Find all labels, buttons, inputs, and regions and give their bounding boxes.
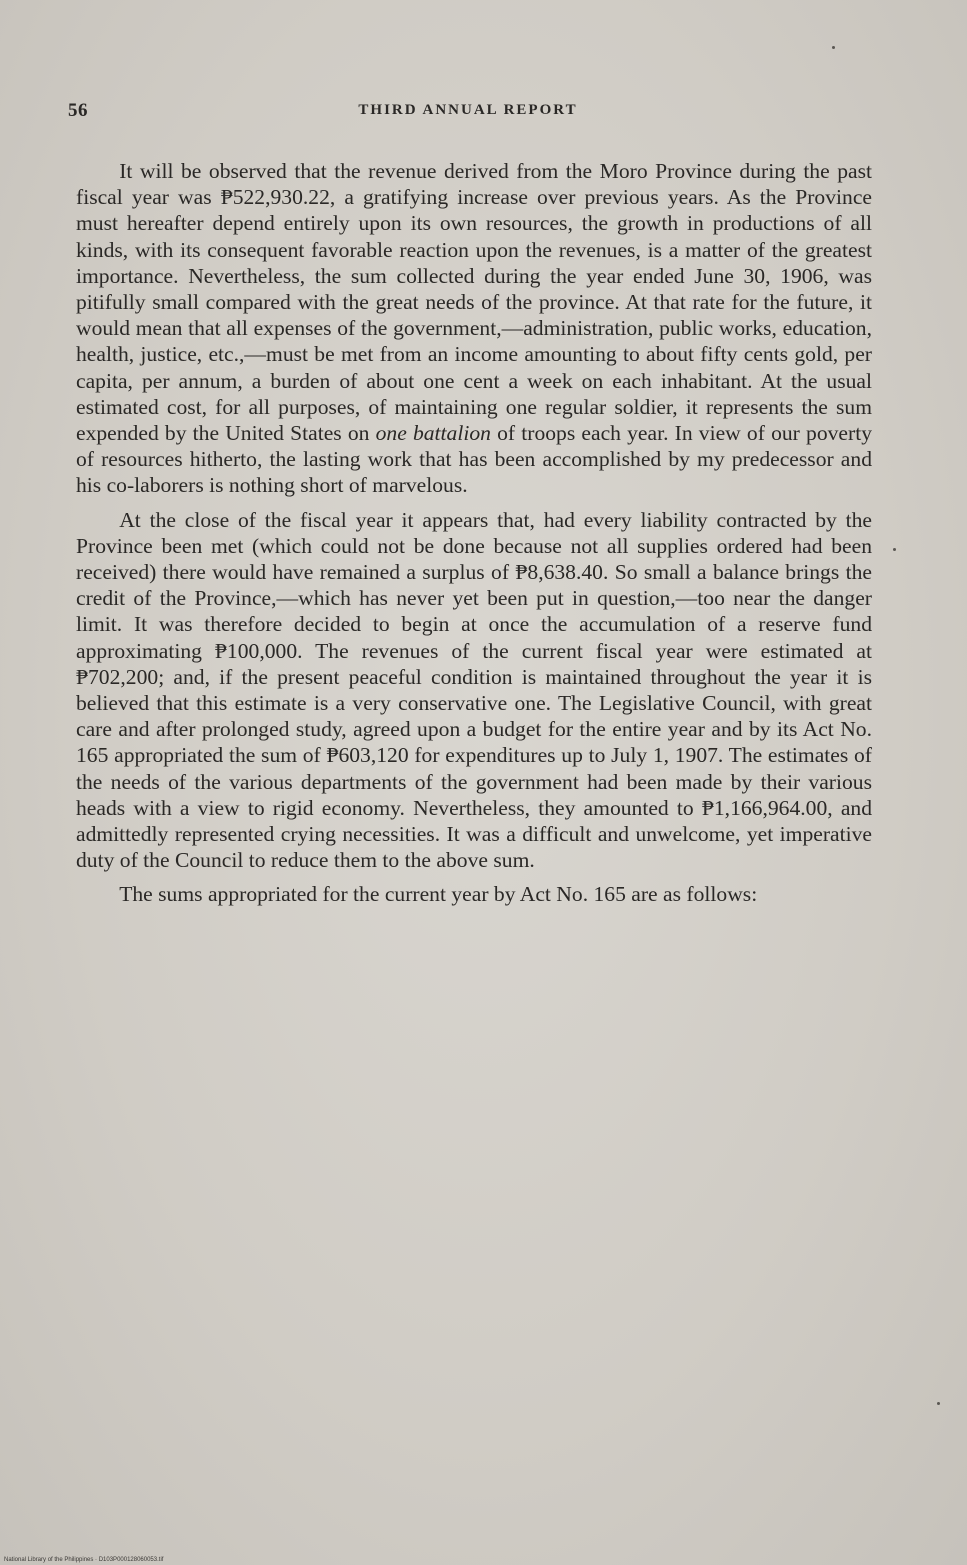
scan-credit: National Library of the Philippines · D103P000128060053.tif: [4, 1557, 164, 1563]
paragraph-surplus-and-budget: At the close of the fiscal year it appears that, had every liability contracted by the Province been met (which could not be done because not all supplies ordered had been received) there would have remained a surplus of ₱8,638.40. So small a balance brings the credit of the Province,—which has never yet been put in question,—too near the danger limit. It was therefore decided to begin at once the accumulation of a reserve fund approximating ₱100,000. The revenues of the current fiscal year were estimated at ₱702,200; and, if the present peaceful condition is maintained throughout the year it is believed that this estimate is a very conservative one. The Legislative Council, with great care and after prolonged study, agreed upon a budget for the entire year and by its Act No. 165 appropriated the sum of ₱603,120 for expenditures up to July 1, 1907. The estimates of the needs of the various departments of the government had been made by their various heads with a view to rigid economy. Nevertheless, they amounted to ₱1,166,964.00, and admittedly represented crying necessities. It was a difficult and unwelcome, yet imperative duty of the Council to reduce them to the above sum.: [76, 507, 872, 873]
running-head: THIRD ANNUAL REPORT: [358, 102, 578, 118]
body-text: [76, 158, 872, 916]
scan-speck: [937, 1402, 940, 1405]
paragraph-revenue-text-start: It will be observed that the revenue derived from the Moro Province during the past fiscal year was ₱522,930.22, a gratifying increase over previous years. As the Province must hereafter depend entirely upon its own resources, the growth in productions of all kinds, with its consequent favorable reaction upon the revenues, is a matter of the greatest importance. Nevertheless, the sum collected during the year ended June 30, 1906, was pitifully small compared with the great needs of the province. At that rate for the future, it would mean that all expenses of the government,—administration, public works, education, health, justice, etc.,—must be met from an income amounting to about fifty cents gold, per capita, per annum, a burden of about one cent a week on each inhabitant. At the usual estimated cost, for all purposes, of maintaining one regular soldier, it represents the sum expended by the United States on: [76, 159, 872, 446]
emphasis-one-battalion: one battalion: [375, 421, 491, 446]
paragraph-revenue: [76, 158, 872, 499]
scan-speck: [893, 548, 896, 551]
paragraph-appropriations-intro: The sums appropriated for the current year by Act No. 165 are as follows:: [119, 882, 758, 907]
page-header: [68, 100, 868, 130]
scan-speck: [832, 46, 835, 49]
paragraph-revenue-text-end: of troops each year. In view of our poverty of resources hitherto, the lasting work that has been accomplished by my predecessor and his co-laborers is nothing short of marvelous.: [76, 421, 872, 498]
page-number: 56: [68, 100, 88, 121]
